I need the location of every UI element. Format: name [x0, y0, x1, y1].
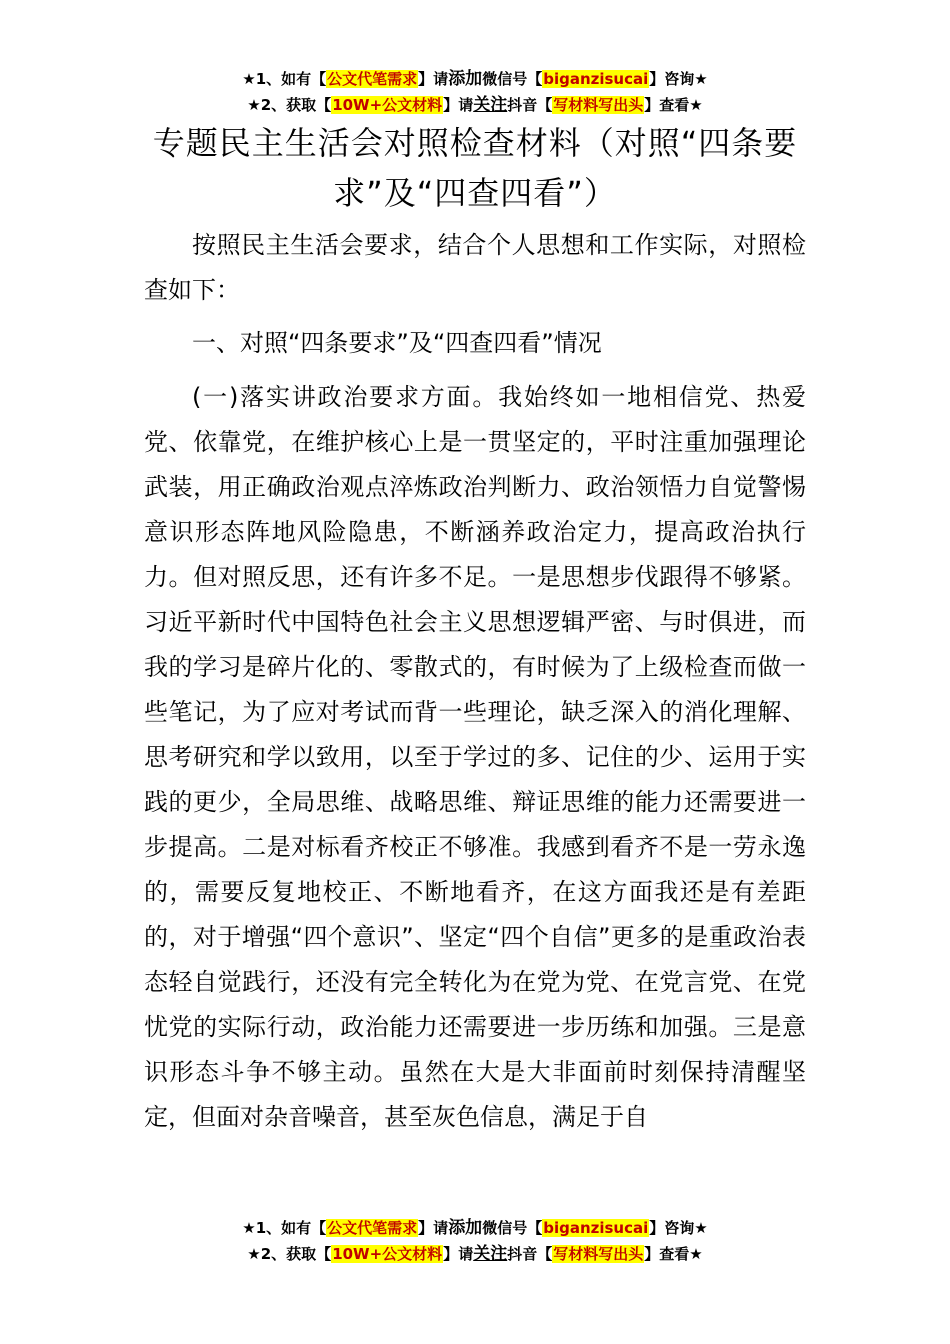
- banner-text: 微信号【: [482, 70, 543, 88]
- banner-text: ★1、如有【: [242, 1219, 327, 1237]
- banner-text: ★2、获取【: [247, 1245, 332, 1263]
- banner-text: 】查看★: [644, 96, 703, 114]
- banner-emphasis: 关注: [473, 95, 508, 115]
- header-banner: [0, 66, 950, 118]
- footer-banner: [0, 1215, 950, 1267]
- document-title: 专题民主生活会对照检查材料（对照“四条要求”及“四查四看”）: [152, 124, 798, 212]
- highlight-douyin-id: 写材料写出头: [553, 1245, 644, 1263]
- highlight-wechat-id: biganzisucai: [543, 1219, 649, 1237]
- banner-line-2: [0, 92, 950, 118]
- banner-emphasis: 添加: [448, 1218, 483, 1238]
- highlight-service: 公文代笔需求: [327, 1219, 418, 1237]
- banner-text: 】咨询★: [649, 1219, 708, 1237]
- highlight-wechat-id: biganzisucai: [543, 70, 649, 88]
- banner-text: 抖音【: [507, 1245, 553, 1263]
- highlight-douyin-id: 写材料写出头: [553, 96, 644, 114]
- banner-text: ★1、如有【: [242, 70, 327, 88]
- banner-text: ★2、获取【: [247, 96, 332, 114]
- intro-paragraph: 按照民主生活会要求，结合个人思想和工作实际，对照检查如下：: [144, 231, 806, 304]
- highlight-materials: 10W+公文材料: [332, 96, 443, 114]
- banner-text: 抖音【: [507, 96, 553, 114]
- section-heading: 一、对照“四条要求”及“四查四看”情况: [192, 329, 602, 357]
- banner-line-1: [0, 66, 950, 92]
- banner-text: 微信号【: [482, 1219, 543, 1237]
- banner-text: 】请: [418, 1219, 449, 1237]
- body-paragraph: (一)落实讲政治要求方面。我始终如一地相信党、热爱党、依靠党，在维护核心上是一贯坚定的，平时注重加强理论武装，用正确政治观点淬炼政治判断力、政治领悟力自觉警惕意识形态阵地风险隐患，不断涵养政治定力，提高政治执行力。但对照反思，还有许多不足。一是思想步伐跟得不够紧。习近平新时代中国特色社会主义思想逻辑严密、与时俱进，而我的学习是碎片化的、零散式的，有时候为了上级检查而做一些笔记，为了应对考试而背一些理论，缺乏深入的消化理解、思考研究和学以致用，以至于学过的多、记住的少、运用于实践的更少，全局思维、战略思维、辩证思维的能力还需要进一步提高。二是对标看齐校正不够准。我感到看齐不是一劳永逸的，需要反复地校正、不断地看齐，在这方面我还是有差距的，对于增强“四个意识”、坚定“四个自信”更多的是重政治表态轻自觉践行，还没有完全转化为在党为党、在党言党、在党忧党的实际行动，政治能力还需要进一步历练和加强。三是意识形态斗争不够主动。虽然在大是大非面前时刻保持清醒坚定，但面对杂音噪音，甚至灰色信息，满足于自: [144, 383, 806, 1131]
- banner-text: 】请: [418, 70, 449, 88]
- banner-line-2: [0, 1241, 950, 1267]
- highlight-materials: 10W+公文材料: [332, 1245, 443, 1263]
- banner-line-1: [0, 1215, 950, 1241]
- banner-text: 】请: [443, 96, 474, 114]
- banner-text: 】请: [443, 1245, 474, 1263]
- highlight-service: 公文代笔需求: [327, 70, 418, 88]
- banner-text: 】咨询★: [649, 70, 708, 88]
- banner-emphasis: 添加: [448, 69, 483, 89]
- banner-text: 】查看★: [644, 1245, 703, 1263]
- banner-emphasis: 关注: [473, 1244, 508, 1264]
